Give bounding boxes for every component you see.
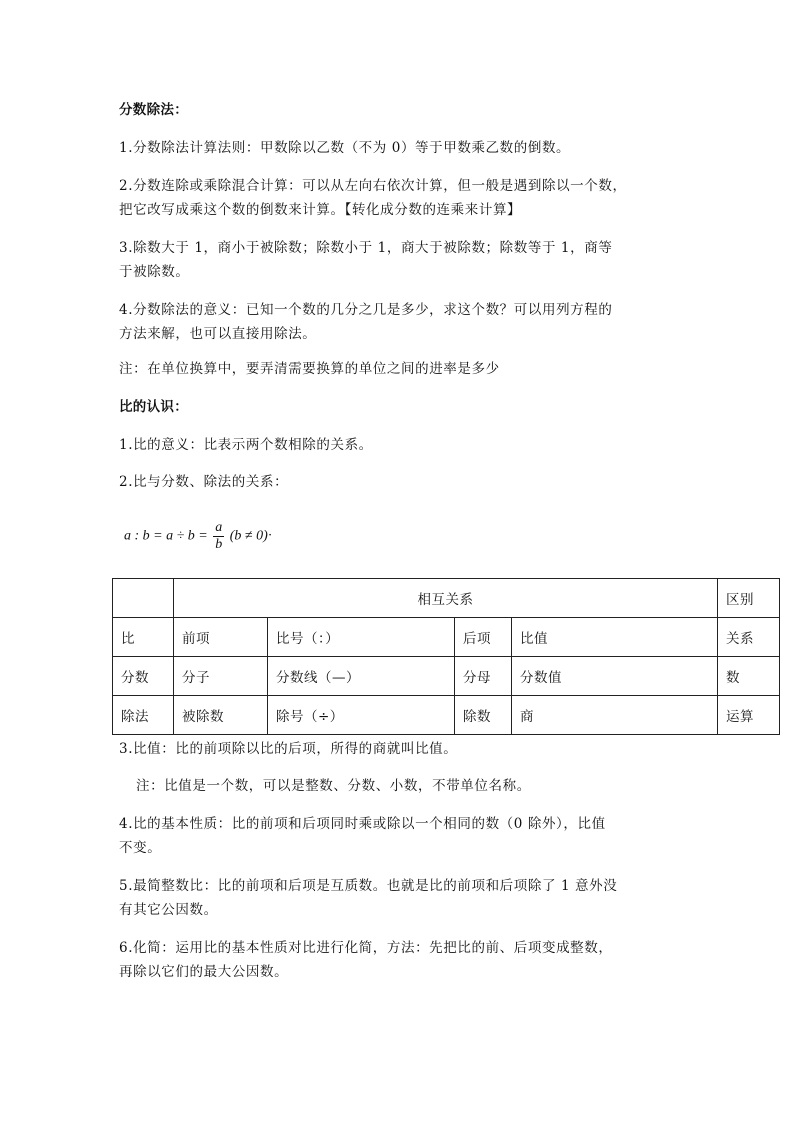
ratio-item-4-line-1: 4.比的基本性质：比的前项和后项同时乘或除以一个相同的数（0 除外），比值 — [119, 816, 606, 832]
section-heading-fraction-division: 分数除法： — [119, 102, 188, 118]
formula-condition: (b ≠ 0) — [229, 528, 268, 544]
rule-2-line-2: 把它改写成乘这个数的倒数来计算。【转化成分数的连乘来计算】 — [119, 202, 522, 218]
rule-3-line-2: 于被除数。 — [119, 264, 190, 280]
unit-conversion-note: 注：在单位换算中，要弄清需要换算的单位之间的进率是多少 — [119, 361, 500, 377]
ratio-formula — [124, 520, 272, 553]
table-cell: 关系 — [718, 618, 780, 657]
table-cell: 商 — [512, 696, 718, 735]
table-header-relations: 相互关系 — [174, 579, 718, 618]
table-cell: 被除数 — [174, 696, 268, 735]
ratio-item-6-line-2: 再除以它们的最大公因数。 — [119, 964, 289, 980]
table-cell: 数 — [718, 657, 780, 696]
table-cell: 后项 — [455, 618, 512, 657]
ratio-relationship-table — [112, 578, 780, 735]
table-cell: 分数值 — [512, 657, 718, 696]
table-header-difference: 区别 — [718, 579, 780, 618]
table-row — [113, 618, 780, 657]
ratio-item-6-line-1: 6.化简：运用比的基本性质对比进行化简，方法：先把比的前、后项变成整数， — [119, 940, 613, 956]
ratio-item-2: 2.比与分数、除法的关系： — [119, 474, 289, 490]
ratio-item-1: 1.比的意义：比表示两个数相除的关系。 — [119, 437, 373, 453]
rule-2-line-1: 2.分数连除或乘除混合计算：可以从左向右依次计算，但一般是遇到除以一个数， — [119, 178, 627, 194]
ratio-item-5-line-1: 5.最简整数比：比的前项和后项是互质数。也就是比的前项和后项除了 1 意外没 — [119, 878, 618, 894]
section-heading-ratio: 比的认识： — [119, 399, 188, 415]
table-cell — [113, 579, 174, 618]
table-cell: 分母 — [455, 657, 512, 696]
formula-denominator: b — [215, 537, 223, 552]
ratio-item-4-line-2: 不变。 — [119, 840, 162, 856]
table-cell: 比号（：） — [268, 618, 455, 657]
table-cell: 除法 — [113, 696, 174, 735]
table-cell: 分数 — [113, 657, 174, 696]
rule-1: 1.分数除法计算法则：甲数除以乙数（不为 0）等于甲数乘乙数的倒数。 — [119, 140, 571, 156]
rule-4-line-1: 4.分数除法的意义：已知一个数的几分之几是多少，求这个数？可以用列方程的 — [119, 302, 613, 318]
table-cell: 前项 — [174, 618, 268, 657]
rule-3-line-1: 3.除数大于 1，商小于被除数；除数小于 1，商大于被除数；除数等于 1，商等 — [119, 240, 613, 256]
formula-numerator: a — [215, 520, 223, 535]
formula-left: a : b = a ÷ b = — [124, 528, 208, 544]
table-cell: 比值 — [512, 618, 718, 657]
table-cell: 除号（÷） — [268, 696, 455, 735]
table-cell: 比 — [113, 618, 174, 657]
table-cell: 分数线（—） — [268, 657, 455, 696]
ratio-item-5-line-2: 有其它公因数。 — [119, 902, 218, 918]
rule-4-line-2: 方法来解，也可以直接用除法。 — [119, 326, 317, 342]
table-row — [113, 696, 780, 735]
table-cell: 除数 — [455, 696, 512, 735]
table-row — [113, 657, 780, 696]
table-cell: 分子 — [174, 657, 268, 696]
formula-fraction — [213, 520, 224, 553]
ratio-item-3-note: 注：比值是一个数，可以是整数、分数、小数，不带单位名称。 — [136, 778, 531, 794]
ratio-item-3: 3.比值：比的前项除以比的后项，所得的商就叫比值。 — [119, 741, 458, 757]
formula-tail: · — [267, 528, 273, 544]
table-cell: 运算 — [718, 696, 780, 735]
table-header-row — [113, 579, 780, 618]
